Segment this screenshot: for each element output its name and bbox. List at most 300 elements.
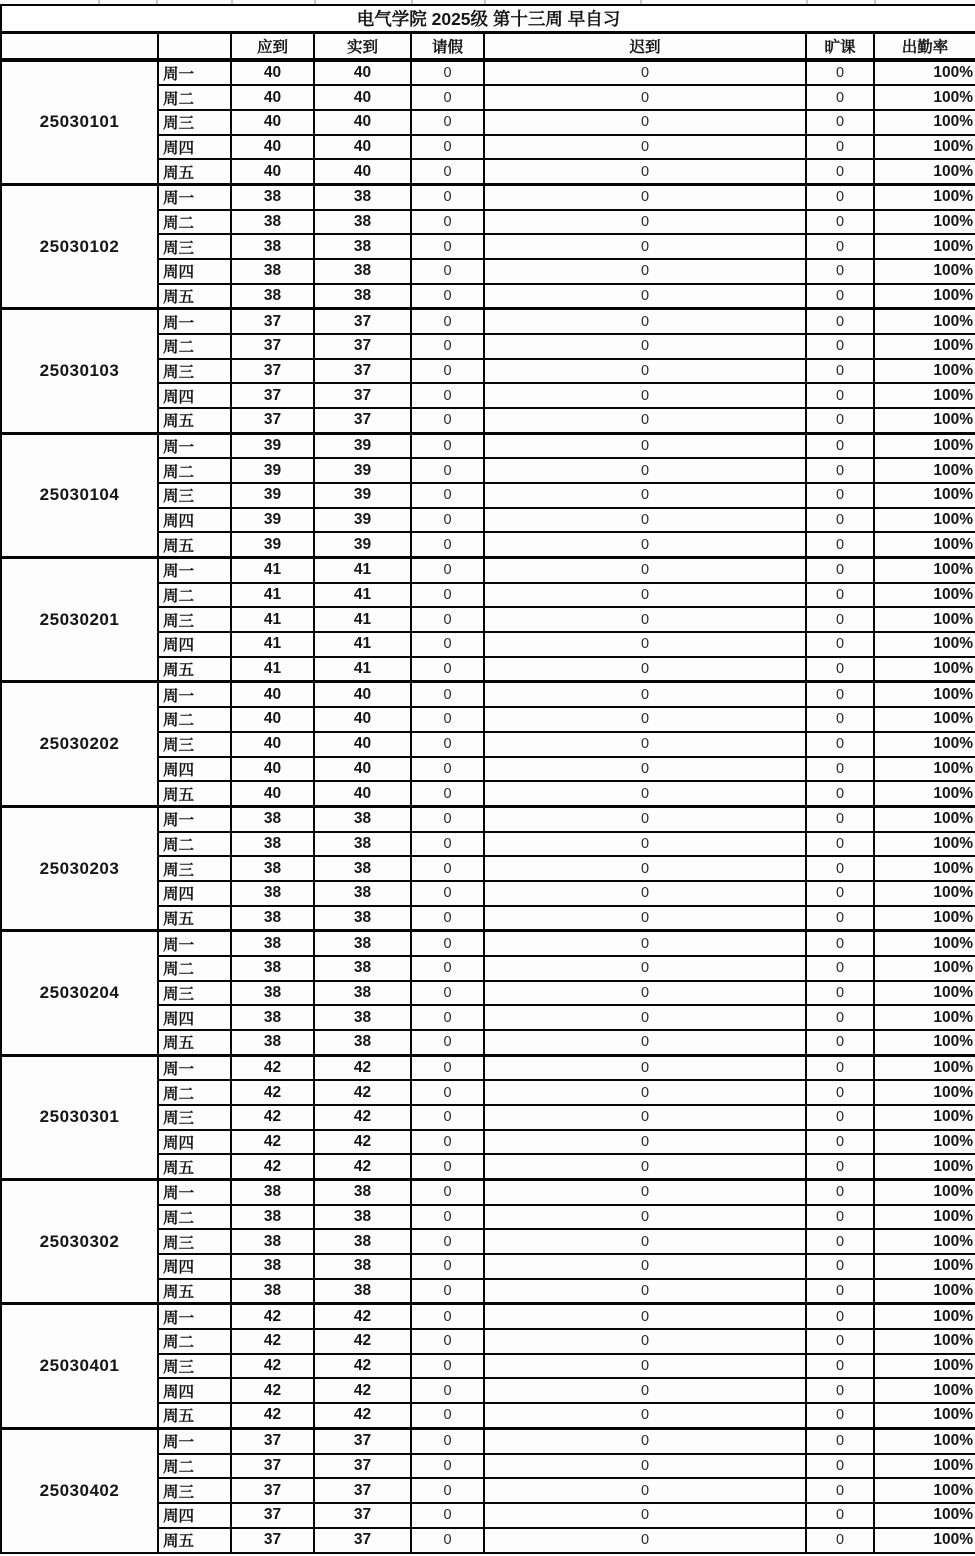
late-cell: 0: [484, 383, 806, 408]
late-cell: 0: [484, 1378, 806, 1403]
absent-cell: 0: [806, 1478, 874, 1503]
day-cell: 周三: [158, 856, 231, 881]
late-cell: 0: [484, 1503, 806, 1528]
actual-cell: 40: [314, 707, 411, 732]
expected-cell: 39: [231, 433, 314, 458]
attendance-row: [1, 184, 975, 209]
rate-cell: 100%: [874, 234, 975, 259]
late-cell: 0: [484, 159, 806, 184]
rate-cell: 100%: [874, 159, 975, 184]
day-cell: 周二: [158, 832, 231, 857]
absent-cell: 0: [806, 1378, 874, 1403]
expected-cell: 38: [231, 234, 314, 259]
late-cell: 0: [484, 60, 806, 86]
absent-cell: 0: [806, 85, 874, 110]
class-id-cell: 25030103: [1, 309, 158, 433]
leave-cell: 0: [411, 583, 484, 608]
expected-cell: 40: [231, 85, 314, 110]
day-cell: 周四: [158, 881, 231, 906]
actual-cell: 37: [314, 1478, 411, 1503]
actual-cell: 38: [314, 284, 411, 309]
class-id-cell: 25030202: [1, 682, 158, 806]
leave-cell: 0: [411, 210, 484, 235]
actual-cell: 37: [314, 1528, 411, 1553]
absent-cell: 0: [806, 732, 874, 757]
leave-cell: 0: [411, 1403, 484, 1428]
late-cell: 0: [484, 856, 806, 881]
rate-cell: 100%: [874, 85, 975, 110]
actual-cell: 42: [314, 1354, 411, 1379]
leave-cell: 0: [411, 532, 484, 557]
rate-cell: 100%: [874, 1030, 975, 1055]
rate-cell: 100%: [874, 1329, 975, 1354]
class-id-cell: 25030402: [1, 1428, 158, 1553]
actual-cell: 40: [314, 60, 411, 86]
leave-cell: 0: [411, 931, 484, 956]
expected-cell: 38: [231, 1005, 314, 1030]
leave-cell: 0: [411, 483, 484, 508]
expected-cell: 40: [231, 781, 314, 806]
rate-cell: 100%: [874, 508, 975, 533]
actual-cell: 41: [314, 583, 411, 608]
attendance-row: [1, 1304, 975, 1329]
actual-cell: 37: [314, 1503, 411, 1528]
actual-cell: 41: [314, 558, 411, 583]
expected-cell: 38: [231, 1180, 314, 1205]
leave-cell: 0: [411, 1503, 484, 1528]
rate-cell: 100%: [874, 1478, 975, 1503]
attendance-row: [1, 1180, 975, 1205]
rate-cell: 100%: [874, 184, 975, 209]
class-id-cell: 25030301: [1, 1055, 158, 1179]
late-cell: 0: [484, 707, 806, 732]
leave-cell: 0: [411, 1329, 484, 1354]
actual-cell: 41: [314, 607, 411, 632]
day-cell: 周一: [158, 682, 231, 707]
expected-cell: 38: [231, 806, 314, 831]
rate-cell: 100%: [874, 1080, 975, 1105]
expected-cell: 42: [231, 1105, 314, 1130]
expected-cell: 37: [231, 359, 314, 384]
late-cell: 0: [484, 781, 806, 806]
expected-cell: 37: [231, 1503, 314, 1528]
rate-cell: 100%: [874, 632, 975, 657]
day-cell: 周一: [158, 1304, 231, 1329]
actual-cell: 38: [314, 881, 411, 906]
rate-cell: 100%: [874, 806, 975, 831]
class-id-cell: 25030201: [1, 558, 158, 682]
actual-cell: 42: [314, 1080, 411, 1105]
rate-cell: 100%: [874, 956, 975, 981]
expected-cell: 38: [231, 1205, 314, 1230]
expected-cell: 37: [231, 1528, 314, 1553]
day-cell: 周四: [158, 1130, 231, 1155]
rate-cell: 100%: [874, 1378, 975, 1403]
rate-cell: 100%: [874, 1180, 975, 1205]
absent-cell: 0: [806, 1229, 874, 1254]
leave-cell: 0: [411, 881, 484, 906]
late-cell: 0: [484, 1528, 806, 1553]
absent-cell: 0: [806, 508, 874, 533]
rate-cell: 100%: [874, 60, 975, 86]
leave-cell: 0: [411, 1205, 484, 1230]
absent-cell: 0: [806, 981, 874, 1006]
leave-cell: 0: [411, 1154, 484, 1179]
expected-cell: 37: [231, 1478, 314, 1503]
day-cell: 周五: [158, 906, 231, 931]
absent-cell: 0: [806, 1403, 874, 1428]
rate-cell: 100%: [874, 1154, 975, 1179]
expected-cell: 40: [231, 682, 314, 707]
leave-cell: 0: [411, 657, 484, 682]
absent-cell: 0: [806, 210, 874, 235]
absent-cell: 0: [806, 259, 874, 284]
late-cell: 0: [484, 657, 806, 682]
leave-cell: 0: [411, 159, 484, 184]
late-cell: 0: [484, 1130, 806, 1155]
leave-cell: 0: [411, 757, 484, 782]
expected-cell: 42: [231, 1304, 314, 1329]
expected-cell: 41: [231, 607, 314, 632]
absent-cell: 0: [806, 1329, 874, 1354]
expected-cell: 39: [231, 458, 314, 483]
leave-cell: 0: [411, 732, 484, 757]
leave-cell: 0: [411, 508, 484, 533]
leave-cell: 0: [411, 284, 484, 309]
expected-cell: 42: [231, 1329, 314, 1354]
absent-cell: 0: [806, 1055, 874, 1080]
leave-cell: 0: [411, 1528, 484, 1553]
actual-cell: 38: [314, 184, 411, 209]
actual-cell: 37: [314, 309, 411, 334]
rate-cell: 100%: [874, 532, 975, 557]
day-cell: 周三: [158, 1354, 231, 1379]
absent-cell: 0: [806, 433, 874, 458]
late-cell: 0: [484, 458, 806, 483]
absent-cell: 0: [806, 1205, 874, 1230]
actual-cell: 42: [314, 1154, 411, 1179]
day-cell: 周四: [158, 757, 231, 782]
absent-cell: 0: [806, 1354, 874, 1379]
attendance-row: [1, 1428, 975, 1453]
absent-cell: 0: [806, 1304, 874, 1329]
leave-cell: 0: [411, 956, 484, 981]
day-cell: 周四: [158, 632, 231, 657]
late-cell: 0: [484, 334, 806, 359]
expected-cell: 42: [231, 1354, 314, 1379]
late-cell: 0: [484, 210, 806, 235]
day-cell: 周五: [158, 408, 231, 433]
rate-cell: 100%: [874, 483, 975, 508]
attendance-row: [1, 931, 975, 956]
expected-cell: 38: [231, 210, 314, 235]
absent-cell: 0: [806, 1254, 874, 1279]
leave-cell: 0: [411, 408, 484, 433]
actual-cell: 38: [314, 210, 411, 235]
attendance-row: [1, 1055, 975, 1080]
rate-cell: 100%: [874, 881, 975, 906]
day-cell: 周四: [158, 1378, 231, 1403]
leave-cell: 0: [411, 184, 484, 209]
rate-cell: 100%: [874, 1254, 975, 1279]
absent-cell: 0: [806, 1130, 874, 1155]
actual-cell: 40: [314, 757, 411, 782]
header-leave: 请假: [411, 33, 484, 60]
day-cell: 周二: [158, 1454, 231, 1479]
expected-cell: 38: [231, 1254, 314, 1279]
class-id-cell: 25030204: [1, 931, 158, 1055]
absent-cell: 0: [806, 359, 874, 384]
absent-cell: 0: [806, 806, 874, 831]
leave-cell: 0: [411, 433, 484, 458]
expected-cell: 38: [231, 1279, 314, 1304]
rate-cell: 100%: [874, 110, 975, 135]
late-cell: 0: [484, 1304, 806, 1329]
leave-cell: 0: [411, 458, 484, 483]
rate-cell: 100%: [874, 1005, 975, 1030]
expected-cell: 38: [231, 881, 314, 906]
expected-cell: 38: [231, 259, 314, 284]
absent-cell: 0: [806, 757, 874, 782]
actual-cell: 38: [314, 1180, 411, 1205]
day-cell: 周五: [158, 1403, 231, 1428]
day-cell: 周一: [158, 184, 231, 209]
leave-cell: 0: [411, 1030, 484, 1055]
leave-cell: 0: [411, 110, 484, 135]
day-cell: 周五: [158, 1528, 231, 1553]
expected-cell: 40: [231, 159, 314, 184]
day-cell: 周三: [158, 607, 231, 632]
absent-cell: 0: [806, 532, 874, 557]
rate-cell: 100%: [874, 433, 975, 458]
rate-cell: 100%: [874, 135, 975, 160]
actual-cell: 37: [314, 334, 411, 359]
absent-cell: 0: [806, 159, 874, 184]
late-cell: 0: [484, 1180, 806, 1205]
day-cell: 周三: [158, 981, 231, 1006]
day-cell: 周五: [158, 532, 231, 557]
leave-cell: 0: [411, 135, 484, 160]
actual-cell: 38: [314, 856, 411, 881]
rate-cell: 100%: [874, 408, 975, 433]
day-cell: 周五: [158, 1154, 231, 1179]
late-cell: 0: [484, 832, 806, 857]
header-absent: 旷课: [806, 33, 874, 60]
actual-cell: 37: [314, 1428, 411, 1453]
actual-cell: 42: [314, 1403, 411, 1428]
leave-cell: 0: [411, 1279, 484, 1304]
actual-cell: 37: [314, 359, 411, 384]
actual-cell: 41: [314, 657, 411, 682]
actual-cell: 40: [314, 682, 411, 707]
rate-cell: 100%: [874, 931, 975, 956]
expected-cell: 38: [231, 906, 314, 931]
late-cell: 0: [484, 1030, 806, 1055]
late-cell: 0: [484, 881, 806, 906]
actual-cell: 42: [314, 1329, 411, 1354]
absent-cell: 0: [806, 632, 874, 657]
late-cell: 0: [484, 1154, 806, 1179]
header-expected: 应到: [231, 33, 314, 60]
absent-cell: 0: [806, 1105, 874, 1130]
absent-cell: 0: [806, 1428, 874, 1453]
rate-cell: 100%: [874, 757, 975, 782]
actual-cell: 40: [314, 85, 411, 110]
rate-cell: 100%: [874, 1354, 975, 1379]
late-cell: 0: [484, 1354, 806, 1379]
actual-cell: 39: [314, 508, 411, 533]
day-cell: 周四: [158, 1503, 231, 1528]
day-cell: 周三: [158, 483, 231, 508]
absent-cell: 0: [806, 110, 874, 135]
day-cell: 周四: [158, 1005, 231, 1030]
day-cell: 周二: [158, 1329, 231, 1354]
expected-cell: 37: [231, 309, 314, 334]
expected-cell: 38: [231, 184, 314, 209]
expected-cell: 41: [231, 558, 314, 583]
late-cell: 0: [484, 607, 806, 632]
leave-cell: 0: [411, 1378, 484, 1403]
actual-cell: 42: [314, 1055, 411, 1080]
late-cell: 0: [484, 558, 806, 583]
late-cell: 0: [484, 110, 806, 135]
expected-cell: 37: [231, 334, 314, 359]
expected-cell: 40: [231, 732, 314, 757]
late-cell: 0: [484, 284, 806, 309]
actual-cell: 41: [314, 632, 411, 657]
absent-cell: 0: [806, 1279, 874, 1304]
absent-cell: 0: [806, 1030, 874, 1055]
late-cell: 0: [484, 309, 806, 334]
absent-cell: 0: [806, 707, 874, 732]
leave-cell: 0: [411, 1130, 484, 1155]
rate-cell: 100%: [874, 210, 975, 235]
absent-cell: 0: [806, 881, 874, 906]
expected-cell: 42: [231, 1080, 314, 1105]
day-cell: 周二: [158, 1205, 231, 1230]
leave-cell: 0: [411, 1005, 484, 1030]
expected-cell: 37: [231, 383, 314, 408]
absent-cell: 0: [806, 1005, 874, 1030]
absent-cell: 0: [806, 931, 874, 956]
leave-cell: 0: [411, 682, 484, 707]
rate-cell: 100%: [874, 607, 975, 632]
actual-cell: 38: [314, 1279, 411, 1304]
late-cell: 0: [484, 1005, 806, 1030]
leave-cell: 0: [411, 85, 484, 110]
absent-cell: 0: [806, 856, 874, 881]
absent-cell: 0: [806, 682, 874, 707]
actual-cell: 38: [314, 806, 411, 831]
leave-cell: 0: [411, 1180, 484, 1205]
expected-cell: 38: [231, 1229, 314, 1254]
rate-cell: 100%: [874, 682, 975, 707]
late-cell: 0: [484, 1229, 806, 1254]
class-id-cell: 25030203: [1, 806, 158, 930]
rate-cell: 100%: [874, 1403, 975, 1428]
late-cell: 0: [484, 184, 806, 209]
day-cell: 周四: [158, 135, 231, 160]
absent-cell: 0: [806, 135, 874, 160]
header-day-column: [158, 33, 231, 60]
day-cell: 周五: [158, 284, 231, 309]
rate-cell: 100%: [874, 284, 975, 309]
leave-cell: 0: [411, 259, 484, 284]
late-cell: 0: [484, 1080, 806, 1105]
day-cell: 周三: [158, 234, 231, 259]
late-cell: 0: [484, 85, 806, 110]
absent-cell: 0: [806, 458, 874, 483]
attendance-row: [1, 433, 975, 458]
actual-cell: 42: [314, 1378, 411, 1403]
absent-cell: 0: [806, 657, 874, 682]
actual-cell: 38: [314, 1030, 411, 1055]
class-id-cell: 25030101: [1, 60, 158, 185]
day-cell: 周二: [158, 458, 231, 483]
leave-cell: 0: [411, 309, 484, 334]
actual-cell: 40: [314, 781, 411, 806]
attendance-row: [1, 806, 975, 831]
absent-cell: 0: [806, 956, 874, 981]
late-cell: 0: [484, 981, 806, 1006]
actual-cell: 38: [314, 1005, 411, 1030]
day-cell: 周三: [158, 1105, 231, 1130]
attendance-table: [0, 4, 975, 1554]
absent-cell: 0: [806, 60, 874, 86]
actual-cell: 39: [314, 483, 411, 508]
leave-cell: 0: [411, 832, 484, 857]
leave-cell: 0: [411, 781, 484, 806]
leave-cell: 0: [411, 1454, 484, 1479]
leave-cell: 0: [411, 856, 484, 881]
rate-cell: 100%: [874, 657, 975, 682]
expected-cell: 42: [231, 1403, 314, 1428]
expected-cell: 39: [231, 532, 314, 557]
rate-cell: 100%: [874, 1428, 975, 1453]
rate-cell: 100%: [874, 1279, 975, 1304]
late-cell: 0: [484, 1454, 806, 1479]
day-cell: 周二: [158, 707, 231, 732]
absent-cell: 0: [806, 184, 874, 209]
rate-cell: 100%: [874, 583, 975, 608]
day-cell: 周三: [158, 1229, 231, 1254]
late-cell: 0: [484, 583, 806, 608]
rate-cell: 100%: [874, 707, 975, 732]
day-cell: 周一: [158, 931, 231, 956]
expected-cell: 37: [231, 1428, 314, 1453]
leave-cell: 0: [411, 1304, 484, 1329]
day-cell: 周三: [158, 732, 231, 757]
leave-cell: 0: [411, 1428, 484, 1453]
leave-cell: 0: [411, 1105, 484, 1130]
late-cell: 0: [484, 508, 806, 533]
actual-cell: 38: [314, 234, 411, 259]
table-title: 电气学院 2025级 第十三周 早自习: [1, 5, 975, 33]
rate-cell: 100%: [874, 1229, 975, 1254]
leave-cell: 0: [411, 981, 484, 1006]
day-cell: 周一: [158, 1428, 231, 1453]
actual-cell: 38: [314, 906, 411, 931]
actual-cell: 40: [314, 110, 411, 135]
rate-cell: 100%: [874, 1130, 975, 1155]
late-cell: 0: [484, 259, 806, 284]
expected-cell: 37: [231, 1454, 314, 1479]
late-cell: 0: [484, 1478, 806, 1503]
late-cell: 0: [484, 806, 806, 831]
expected-cell: 39: [231, 508, 314, 533]
absent-cell: 0: [806, 558, 874, 583]
attendance-row: [1, 682, 975, 707]
